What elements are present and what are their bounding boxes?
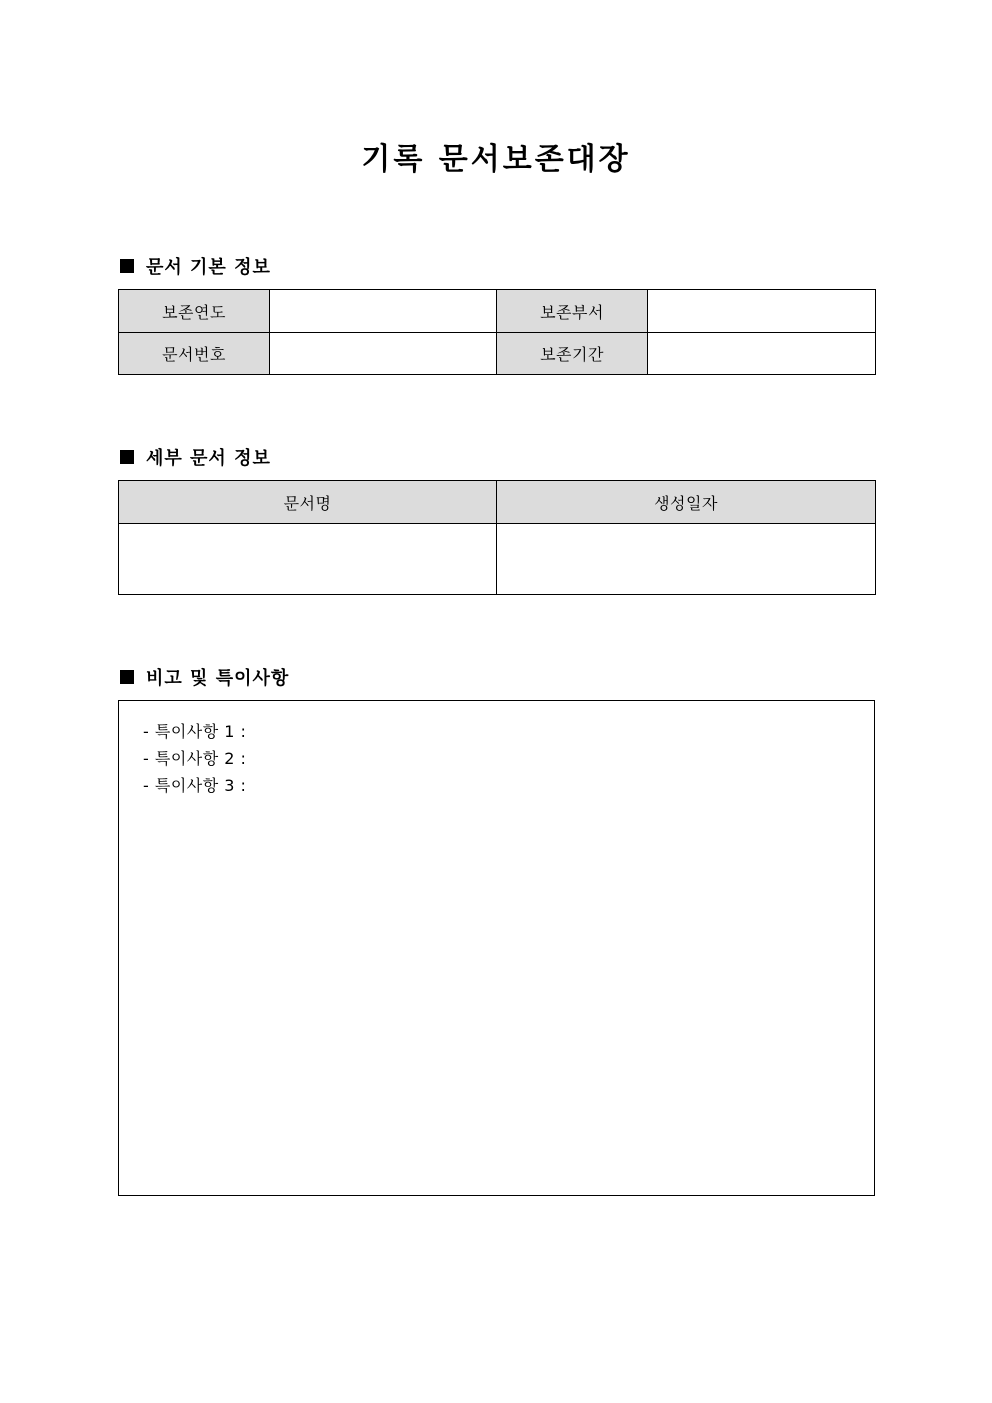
notes-list [119,701,874,799]
table-row [119,333,876,375]
section-heading-basic-label: 문서 기본 정보 [146,257,271,278]
document-name-field[interactable] [119,524,497,595]
notes-box[interactable] [118,700,875,1196]
section-heading-basic [118,253,271,279]
square-bullet-icon [120,670,134,684]
list-item: - 특이사항 2 : [143,749,247,768]
square-bullet-icon [120,450,134,464]
section-heading-notes-label: 비고 및 특이사항 [146,668,290,689]
list-item: - 특이사항 1 : [143,722,247,741]
creation-date-field[interactable] [497,524,876,595]
retention-year-field[interactable] [270,290,497,333]
table-header-row [119,481,876,524]
retention-department-field[interactable] [648,290,876,333]
table-row [119,290,876,333]
retention-period-field[interactable] [648,333,876,375]
document-number-label: 문서번호 [119,333,270,375]
square-bullet-icon [120,259,134,273]
retention-year-label: 보존연도 [119,290,270,333]
section-heading-detail-label: 세부 문서 정보 [146,448,271,469]
basic-info-table [118,289,876,375]
retention-period-label: 보존기간 [497,333,648,375]
page-title: 기록 문서보존대장 [361,142,631,177]
list-item: - 특이사항 3 : [143,776,247,795]
document-number-field[interactable] [270,333,497,375]
table-row [119,524,876,595]
section-heading-notes [118,664,289,690]
document-name-header: 문서명 [119,481,497,524]
detail-info-table [118,480,876,595]
retention-department-label: 보존부서 [497,290,648,333]
section-heading-detail [118,444,271,470]
creation-date-header: 생성일자 [497,481,876,524]
